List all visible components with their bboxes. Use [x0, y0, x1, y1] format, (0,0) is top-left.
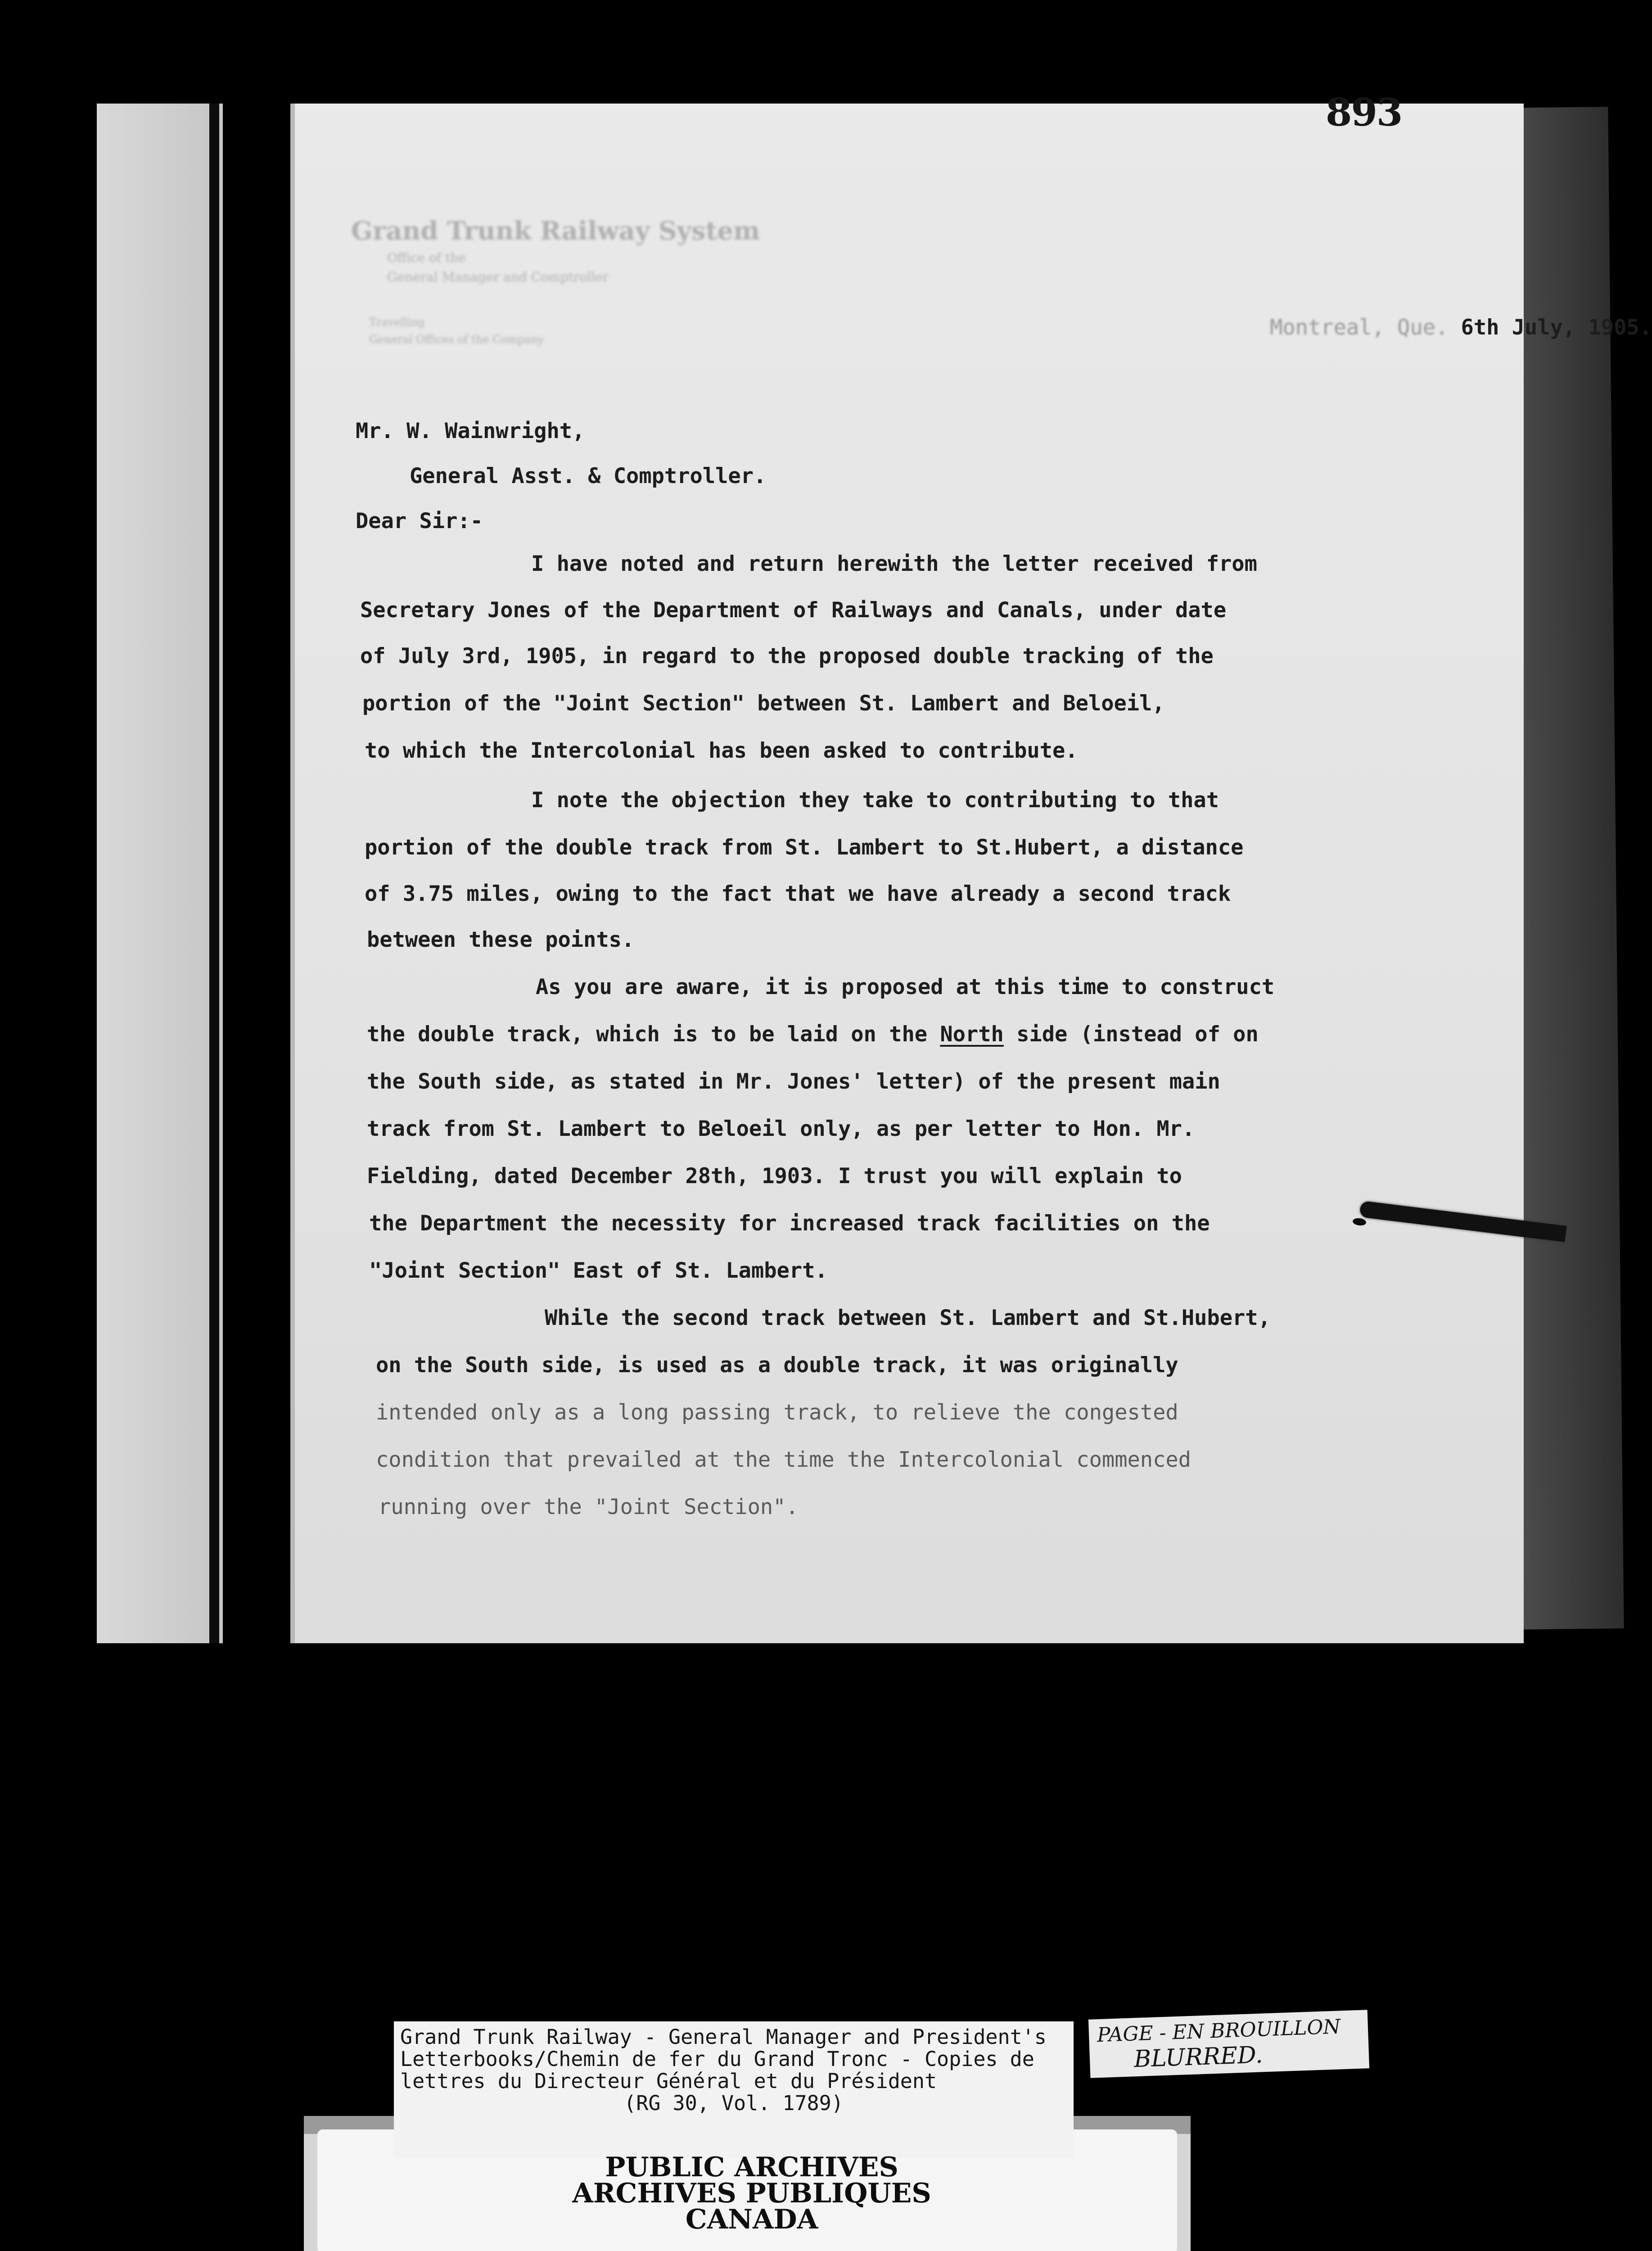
- letterhead-line: Travelling: [369, 316, 425, 329]
- addressee-name: Mr. W. Wainwright,: [356, 419, 585, 443]
- letter-line-part: side (instead of on: [1003, 1022, 1259, 1047]
- label-line-reference: (RG 30, Vol. 1789): [624, 2091, 844, 2115]
- dateline-place: Montreal, Que.: [1270, 315, 1449, 340]
- letter-line: running over the "Joint Section".: [378, 1495, 799, 1519]
- letter-line: condition that prevailed at the time the Intercolonial commenced: [376, 1447, 1191, 1472]
- letter-line: the South side, as stated in Mr. Jones' letter) of the present main: [367, 1069, 1220, 1094]
- letter-line: While the second track between St. Lambert and St.Hubert,: [545, 1306, 1271, 1330]
- salutation: Dear Sir:-: [356, 509, 483, 533]
- note-line: PAGE - EN BROUILLON: [1097, 2015, 1341, 2047]
- stamp-line: CANADA: [685, 2204, 818, 2235]
- letter-line-part: the double track, which is to be laid on the: [367, 1022, 940, 1047]
- note-line: BLURRED.: [1133, 2041, 1264, 2073]
- letter-line: of 3.75 miles, owing to the fact that we have already a second track: [365, 881, 1231, 906]
- dateline: [896, 315, 1652, 340]
- label-line: Grand Trunk Railway - General Manager and President's: [400, 2025, 1047, 2049]
- letterhead-line: Office of the: [387, 250, 466, 265]
- letter-line: I note the objection they take to contributing to that: [531, 788, 1219, 813]
- letter-line: to which the Intercolonial has been asked to contribute.: [365, 738, 1078, 763]
- letter-line: the Department the necessity for increased track facilities on the: [369, 1211, 1210, 1236]
- letter-line: portion of the double track from St. Lambert to St.Hubert, a distance: [365, 835, 1244, 860]
- letter-line: track from St. Lambert to Beloeil only, as per letter to Hon. Mr.: [367, 1116, 1195, 1141]
- stamp-line: ARCHIVES PUBLIQUES: [572, 2178, 931, 2209]
- letter-line: [367, 1022, 1259, 1047]
- letter-line: intended only as a long passing track, to relieve the congested: [376, 1400, 1178, 1425]
- letter-line: I have noted and return herewith the letter received from: [531, 551, 1257, 576]
- underlined-word-north: North: [940, 1022, 1004, 1047]
- letterhead-line: General Offices of the Company: [369, 333, 544, 346]
- letter-line: portion of the "Joint Section" between St. Lambert and Beloeil,: [362, 691, 1165, 716]
- letter-line: Secretary Jones of the Department of Railways and Canals, under date: [360, 598, 1227, 623]
- letter-line: Fielding, dated December 28th, 1903. I trust you will explain to: [367, 1164, 1182, 1189]
- letter-line: between these points.: [367, 927, 635, 952]
- addressee-title: General Asst. & Comptroller.: [410, 464, 767, 488]
- stamp-line: PUBLIC ARCHIVES: [605, 2152, 898, 2183]
- letter-line: of July 3rd, 1905, in regard to the proposed double tracking of the: [360, 644, 1214, 669]
- collection-label: [394, 2021, 1074, 2159]
- handwritten-note: [1088, 2010, 1369, 2078]
- page-number: 893: [1326, 90, 1402, 135]
- letterhead-title: Grand Trunk Railway System: [351, 216, 760, 246]
- binding-line: [209, 104, 219, 1643]
- letterhead-line: General Manager and Comptroller: [387, 270, 609, 285]
- faded-letterhead: [351, 216, 846, 346]
- left-facing-sheet: [97, 104, 223, 1643]
- letter-date: 6th July, 1905.: [1461, 315, 1652, 340]
- letter-line: As you are aware, it is proposed at this time to construct: [536, 975, 1275, 999]
- letter-line: on the South side, is used as a double track, it was originally: [376, 1353, 1178, 1378]
- label-line: Letterbooks/Chemin de fer du Grand Tronc - Copies de: [400, 2047, 1034, 2071]
- archives-stamp: [549, 2154, 954, 2233]
- label-line: lettres du Directeur Général et du Président: [400, 2069, 937, 2093]
- letter-line: "Joint Section" East of St. Lambert.: [369, 1258, 828, 1283]
